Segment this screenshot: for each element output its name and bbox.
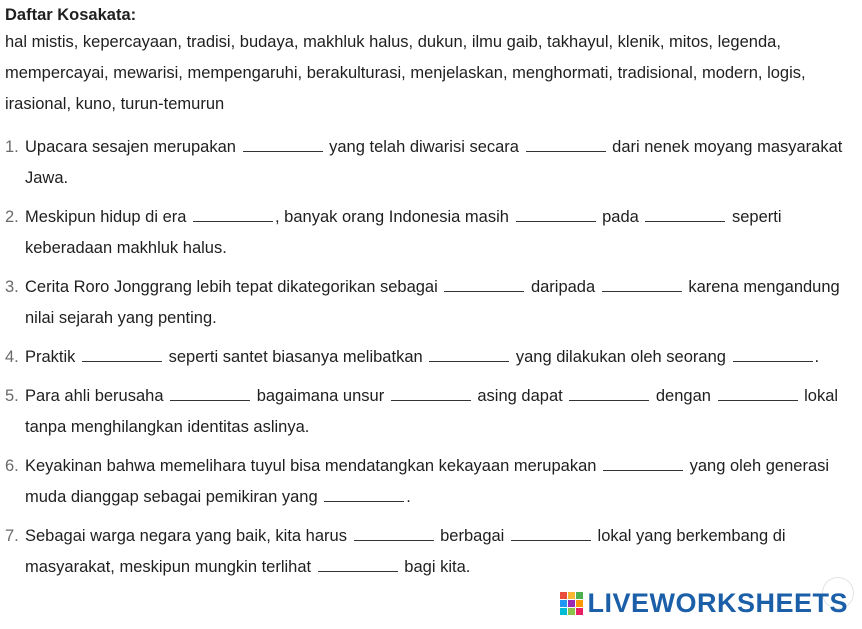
logo-square [560, 592, 567, 599]
answer-blank[interactable] [516, 207, 596, 222]
question-text: Keyakinan bahwa memelihara tuyul bisa mendatangkan kekayaan merupakan [25, 457, 602, 475]
answer-blank[interactable] [603, 456, 683, 471]
question-text: Cerita Roro Jonggrang lebih tepat dikategorikan sebagai [25, 278, 443, 296]
answer-blank[interactable] [391, 386, 471, 401]
question-number: 3. [5, 278, 19, 296]
question-text: . [406, 488, 411, 506]
liveworksheets-logo-icon [560, 592, 583, 615]
logo-square [560, 600, 567, 607]
logo-square [560, 608, 567, 615]
question-item [5, 342, 855, 373]
question-item [5, 381, 855, 443]
question-text: , banyak orang Indonesia masih [275, 208, 514, 226]
worksheet [5, 3, 855, 591]
question-item [5, 132, 855, 194]
question-item [5, 202, 855, 264]
answer-blank[interactable] [170, 386, 250, 401]
liveworksheets-watermark [560, 588, 848, 619]
question-text: Sebagai warga negara yang baik, kita harus [25, 527, 352, 545]
logo-square [568, 600, 575, 607]
answer-blank[interactable] [511, 526, 591, 541]
answer-blank[interactable] [82, 347, 162, 362]
question-text: berbagai [435, 527, 509, 545]
question-text: yang oleh generasi muda dianggap sebagai pemikiran yang [25, 457, 830, 506]
question-number: 6. [5, 457, 19, 475]
question-text: dari nenek moyang masyarakat Jawa. [25, 138, 843, 187]
answer-blank[interactable] [602, 277, 682, 292]
question-text: lokal yang berkembang di masyarakat, meskipun mungkin terlihat [25, 527, 786, 576]
answer-blank[interactable] [718, 386, 798, 401]
answer-blank[interactable] [243, 137, 323, 152]
question-number: 5. [5, 387, 19, 405]
question-text: Praktik [25, 348, 81, 366]
question-text: bagi kita. [399, 558, 471, 576]
question-text: karena mengandung nilai sejarah yang penting. [25, 278, 840, 327]
answer-blank[interactable] [324, 487, 404, 502]
logo-square [568, 592, 575, 599]
logo-square [568, 608, 575, 615]
logo-square [576, 608, 583, 615]
question-item [5, 451, 855, 513]
question-text: asing dapat [472, 387, 568, 405]
question-text: pada [597, 208, 644, 226]
question-text: daripada [526, 278, 600, 296]
question-text: . [814, 348, 820, 366]
question-number: 7. [5, 527, 19, 545]
answer-blank[interactable] [318, 557, 398, 572]
question-text: seperti santet biasanya melibatkan [164, 348, 428, 366]
question-item [5, 521, 855, 583]
question-list [5, 132, 855, 583]
logo-square [576, 600, 583, 607]
question-text: bagaimana unsur [252, 387, 389, 405]
question-item [5, 272, 855, 334]
logo-square [576, 592, 583, 599]
answer-blank[interactable] [569, 386, 649, 401]
question-number: 1. [5, 138, 19, 156]
question-number: 2. [5, 208, 19, 226]
answer-blank[interactable] [429, 347, 509, 362]
question-text: Meskipun hidup di era [25, 208, 192, 226]
vocab-title: Daftar Kosakata: [5, 6, 137, 24]
answer-blank[interactable] [526, 137, 606, 152]
question-text: yang telah diwarisi secara [324, 138, 524, 156]
vocab-list: hal mistis, kepercayaan, tradisi, budaya, makhluk halus, dukun, ilmu gaib, takhayul, klenik, mitos, legenda, mempercayai, mewarisi, mempengaruhi, berakulturasi, menjelaskan, menghormati, tradisional, modern, logis, irasional, kuno, turun-temurun [5, 33, 806, 113]
question-text: lokal tanpa menghilangkan identitas aslinya. [25, 387, 839, 436]
answer-blank[interactable] [733, 347, 813, 362]
answer-blank[interactable] [354, 526, 434, 541]
question-number: 4. [5, 348, 19, 366]
question-text: dengan [651, 387, 716, 405]
watermark-text: LIVEWORKSHEETS [587, 588, 848, 618]
question-text: seperti keberadaan makhluk halus. [25, 208, 782, 257]
question-text: Upacara sesajen merupakan [25, 138, 241, 156]
question-text: Para ahli berusaha [25, 387, 169, 405]
answer-blank[interactable] [193, 207, 273, 222]
question-text: yang dilakukan oleh seorang [511, 348, 731, 366]
answer-blank[interactable] [444, 277, 524, 292]
answer-blank[interactable] [645, 207, 725, 222]
